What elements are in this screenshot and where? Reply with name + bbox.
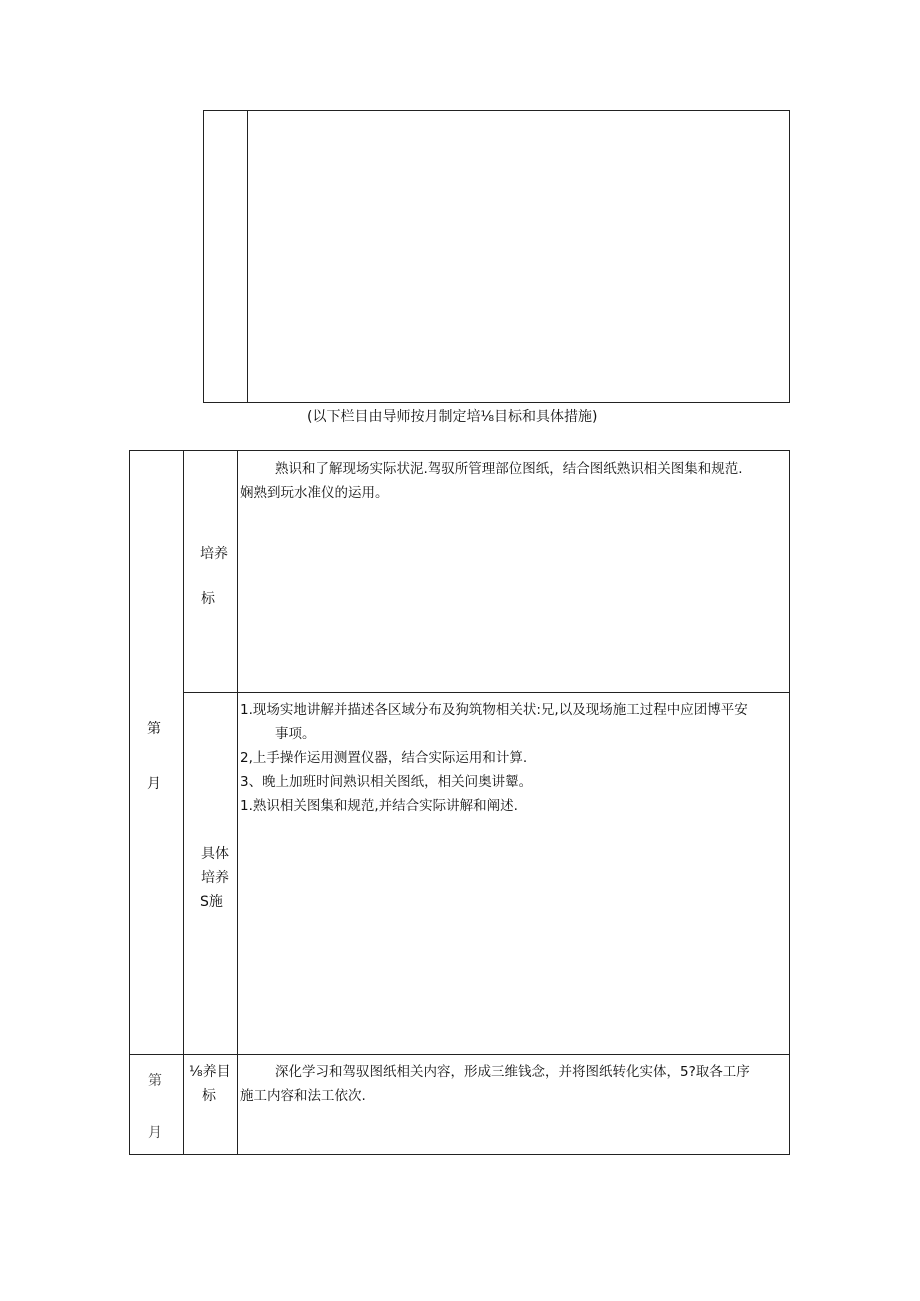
top-table-divider <box>247 110 248 403</box>
month1-measure-item-3: 3、晚上加班时间熟识相关图纸，相关问奥讲颦。 <box>240 774 533 790</box>
month2-goal-label-line1: ⅛养目 <box>189 1064 231 1080</box>
month1-measure-item-2: 2,上手操作运用测置仪器，结合实际运用和计算. <box>240 750 528 766</box>
month1-measure-item-4: 1.熟识相关图集和规范,并结合实际讲解和阐述. <box>240 798 518 814</box>
caption: (以下栏目由导师按月制定培⅛目标和具体措施) <box>307 409 598 425</box>
col-divider-month <box>183 450 184 1155</box>
month1-label-top: 第 <box>147 721 161 737</box>
row-divider-month2 <box>129 1054 790 1055</box>
month1-goal-text-line1: 熟识和了解现场实际状泥.驾驭所管理部位图纸，结合图纸熟识相关图集和规范. <box>275 461 743 477</box>
month1-goal-text-line2: 娴熟到玩水准仪的运用。 <box>240 485 389 501</box>
month2-goal-text-line2: 施工内容和法工依次. <box>240 1088 366 1104</box>
month2-label-top: 第 <box>148 1073 162 1089</box>
month2-goal-text-line1: 深化学习和驾驭图纸相关内容，形成三维钱念，并将图纸转化实体，5?取各工序 <box>275 1064 750 1080</box>
month2-goal-label-line2: 标 <box>202 1088 216 1104</box>
col-divider-label <box>237 450 238 1155</box>
top-empty-table <box>203 110 790 403</box>
month2-label-bottom: 月 <box>148 1125 162 1141</box>
month1-label-bottom: 月 <box>147 776 161 792</box>
month1-measure-item-1: 1.现场实地讲解并描述各区域分布及狗筑物相关状:兄,以及现场施工过程中应团博平安 <box>240 702 748 718</box>
month1-goal-label-line1: 培养 <box>200 546 228 562</box>
month1-measures-label-line2: 培养 <box>201 870 229 886</box>
month1-measures-label-line1: 具体 <box>201 846 229 862</box>
month1-goal-label-line2: 标 <box>201 591 215 607</box>
row-divider-goal-measures <box>183 692 790 693</box>
month1-measures-label-line3: S施 <box>200 894 223 910</box>
month1-measure-item-1-cont: 事项。 <box>275 726 316 742</box>
